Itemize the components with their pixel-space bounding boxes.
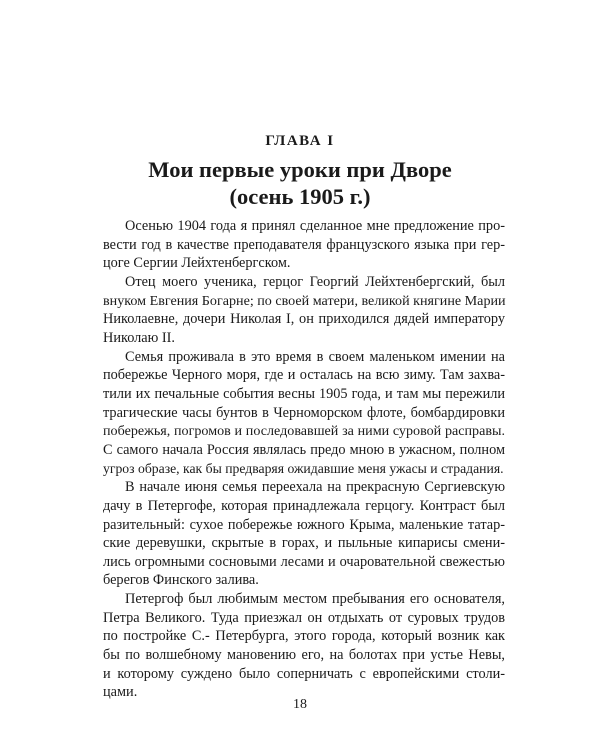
text-line: цами. — [103, 684, 138, 701]
text-line: С самого начала Россия являлась предо мною в ужасном, полном — [103, 441, 505, 458]
paragraph — [103, 273, 505, 348]
text-line: цоге Сергии Лейхтенбергском. — [103, 255, 291, 272]
text-line: угроз образе, как бы предваряя ожидавшие меня ужасы и страдания. — [103, 460, 504, 476]
text-line: Отец моего ученика, герцог Георгий Лейхтенбергский, был — [125, 273, 505, 290]
paragraph — [103, 478, 505, 590]
page-number: 18 — [293, 697, 307, 712]
text-line: по постройке С.- Петербурга, этого города, который возник как — [103, 628, 505, 645]
text-line: вести год в качестве преподавателя французского языка при гер- — [103, 236, 505, 253]
chapter-label: ГЛАВА I — [265, 133, 335, 149]
paragraph — [103, 217, 505, 273]
text-line: лись огромными сосновыми лесами и очаровательной свежестью — [103, 553, 505, 570]
text-line: и которому суждено было соперничать с европейскими столи- — [103, 665, 505, 682]
text-line: Петра Великого. Туда приезжал он отдыхать от суровых трудов — [103, 609, 505, 626]
text-line: Петергоф был любимым местом пребывания его основателя, — [125, 591, 505, 608]
chapter-title — [0, 156, 600, 210]
text-line: Николаю II. — [103, 329, 175, 346]
text-line: Николаевне, дочери Николая I, он приходился дядей императору — [103, 311, 505, 328]
text-line: ские деревушки, скрытые в горах, и пыльные кипарисы смени- — [103, 535, 505, 552]
chapter-title-line: Мои первые уроки при Дворе — [148, 157, 452, 182]
text-line: побережье Черного моря, где и осталась на всю зиму. Там захва- — [103, 367, 505, 384]
text-line: внуком Евгения Богарне; по своей матери, великой княгине Марии — [103, 292, 506, 309]
paragraph — [103, 348, 505, 479]
text-line: В начале июня семья переехала на прекрасную Сергиевскую — [125, 479, 505, 496]
text-line: тили их печальные события весны 1905 года, и там мы пережили — [103, 385, 505, 402]
text-line: Осенью 1904 года я принял сделанное мне предложение про- — [125, 218, 505, 234]
text-line: берегов Финского залива. — [103, 572, 259, 589]
body-text — [103, 217, 505, 702]
text-line: трагические часы бунтов в Черноморском флоте, бомбардировки — [103, 404, 505, 421]
chapter-title-line: (осень 1905 г.) — [229, 184, 371, 209]
paragraph — [103, 590, 505, 702]
text-line: дачу в Петергофе, которая принадлежала герцогу. Контраст был — [103, 497, 505, 514]
text-line: Семья проживала в это время в своем маленьком имении на — [125, 348, 505, 365]
text-line: разительный: сухое побережье южного Крыма, маленькие татар- — [103, 516, 505, 533]
text-line: побережья, погромов и последовавшей за ними суровой расправы. — [103, 423, 505, 440]
text-line: бы по волшебному мановению его, на болотах при устье Невы, — [103, 647, 505, 664]
